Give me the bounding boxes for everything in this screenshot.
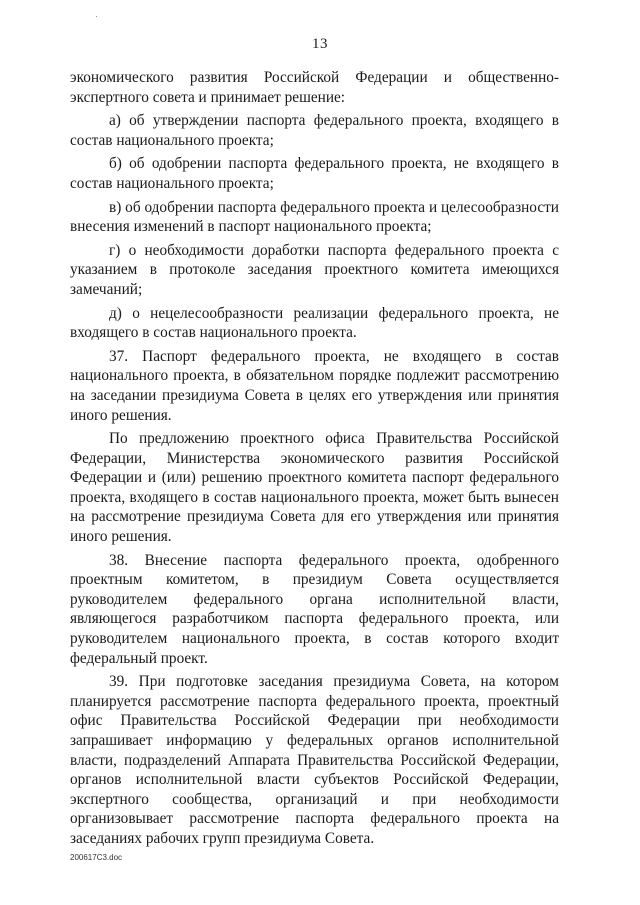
- paragraph-37-proposal: По предложению проектного офиса Правительства Российской Федерации, Министерства экономического развития Российской Федерации и (или) решению проектного комитета паспорт федерального проекта, входящего в состав национального проекта, может быть вынесен на рассмотрение президиума Совета для его утверждения или принятия иного решения.: [70, 430, 559, 546]
- paragraph-37: 37. Паспорт федерального проекта, не входящего в состав национального проекта, в обязательном порядке подлежит рассмотрению на заседании президиума Совета в целях его утверждения или принятия иного решения.: [70, 347, 559, 424]
- footer-doc-code: 200617C3.doc: [70, 853, 123, 862]
- scan-speck: [96, 16, 97, 17]
- document-body: [70, 68, 559, 849]
- paragraph-item-a: а) об утверждении паспорта федерального проекта, входящего в состав национального проекта;: [70, 112, 559, 149]
- paragraph-continuation: экономического развития Российской Федерации и общественно-экспертного совета и принимает решение:: [70, 69, 559, 106]
- page-number: 13: [312, 36, 328, 52]
- paragraph-item-d: д) о нецелесообразности реализации федерального проекта, не входящего в состав национального проекта.: [70, 304, 559, 342]
- paragraph-item-b: б) об одобрении паспорта федерального проекта, не входящего в состав национального проекта;: [70, 155, 559, 192]
- paragraph-38: 38. Внесение паспорта федерального проекта, одобренного проектным комитетом, в президиум Совета осуществляется руководителем федерального органа исполнительной власти, являющегося разработчиком паспорта федерального проекта, или руководителем национального проекта, в состав которого входит федеральный проект.: [70, 551, 559, 667]
- paragraph-item-g: г) о необходимости доработки паспорта федерального проекта с указанием в протоколе заседания проектного комитета имеющихся замечаний;: [70, 241, 559, 298]
- paragraph-item-v: в) об одобрении паспорта федерального проекта и целесообразности внесения изменений в паспорт национального проекта;: [70, 198, 559, 236]
- paragraph-39: 39. При подготовке заседания президиума Совета, на котором планируется рассмотрение паспорта федерального проекта, проектный офис Правительства Российской Федерации при необходимости запрашивает информацию у федеральных органов исполнительной власти, подразделений Аппарата Правительства Российской Федерации, органов исполнительной власти субъектов Российской Федерации, экспертного сообщества, организаций и при необходимости организовывает рассмотрение паспорта федерального проекта на заседаниях рабочих групп президиума Совета.: [70, 673, 559, 847]
